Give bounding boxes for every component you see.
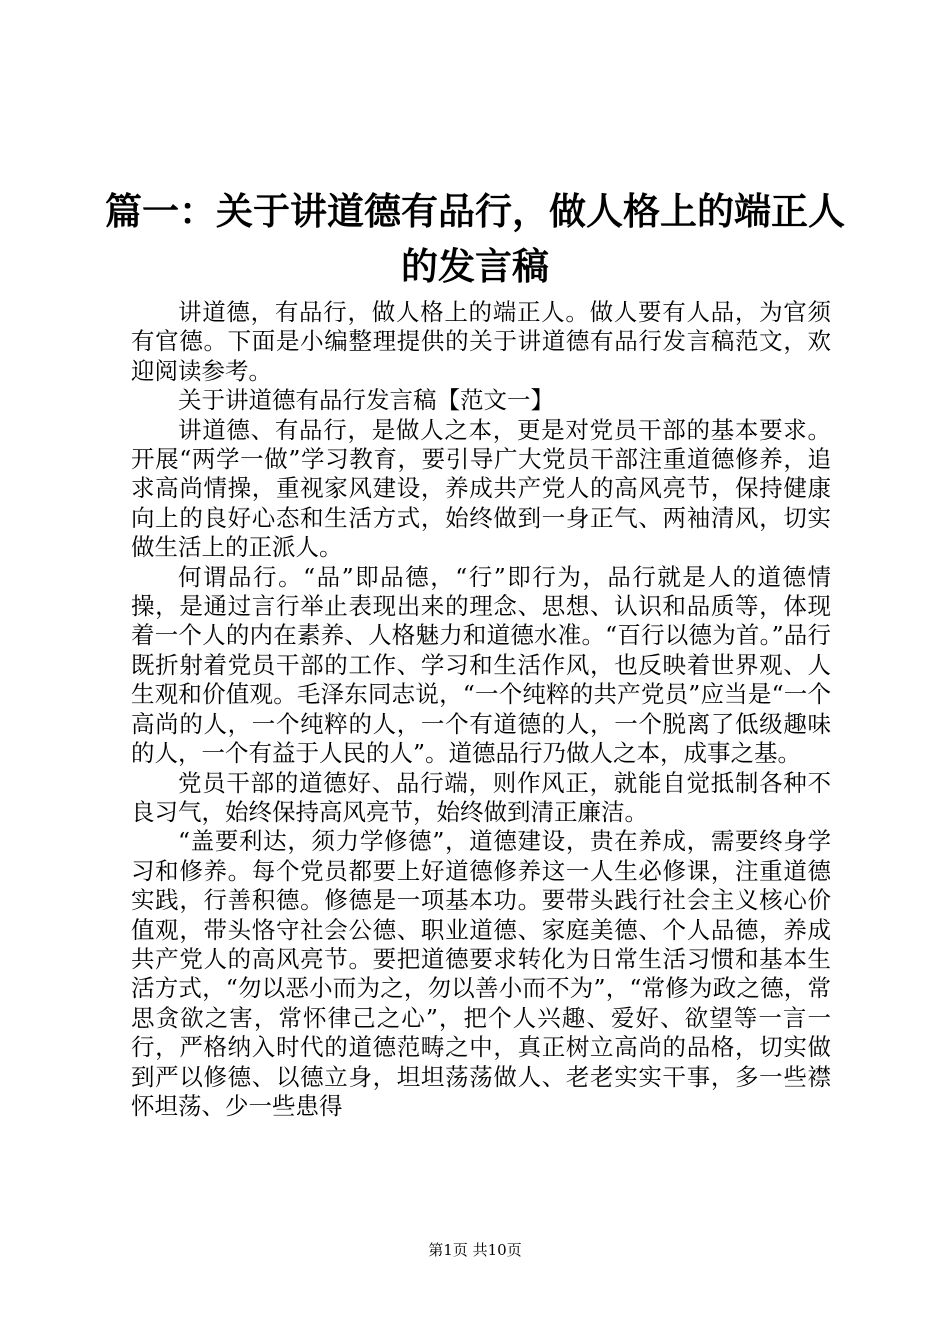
document-title: 篇一：关于讲道德有品行，做人格上的端正人的发言稿 xyxy=(105,190,845,288)
paragraph-subheading: 关于讲道德有品行发言稿【范文一】 xyxy=(178,386,554,415)
paragraph-body-3: 党员干部的道德好、品行端，则作风正，就能自觉抵制各种不良习气，始终保持高风亮节，始终做到清正廉洁。 xyxy=(131,768,831,826)
paragraph-body-1: 讲道德、有品行，是做人之本，更是对党员干部的基本要求。开展“两学一做”学习教育，要引导广大党员干部注重道德修养，追求高尚情操，重视家风建设，养成共产党人的高风亮节，保持健康向上的良好心态和生活方式，始终做到一身正气、两袖清风，切实做生活上的正派人。 xyxy=(131,415,831,562)
page-footer: 第1页 共10页 xyxy=(428,1241,522,1259)
paragraph-body-4: “盖要利达，须力学修德”，道德建设，贵在养成，需要终身学习和修养。每个党员都要上好道德修养这一人生必修课，注重道德实践，行善积德。修德是一项基本功。要带头践行社会主义核心价值观，带头恪守社会公德、职业道德、家庭美德、个人品德，养成共产党人的高风亮节。要把道德要求转化为日常生活习惯和基本生活方式，“勿以恶小而为之，勿以善小而不为”，“常修为政之德，常思贪欲之害，常怀律己之心”，把个人兴趣、爱好、欲望等一言一行，严格纳入时代的道德范畴之中，真正树立高尚的品格，切实做到严以修德、以德立身，坦坦荡荡做人、老老实实干事，多一些襟怀坦荡、少一些患得 xyxy=(131,827,831,1120)
paragraph-body-2: 何谓品行。“品”即品德，“行”即行为，品行就是人的道德情操，是通过言行举止表现出来的理念、思想、认识和品质等，体现着一个人的内在素养、人格魅力和道德水准。“百行以德为首。”品行既折射着党员干部的工作、学习和生活作风，也反映着世界观、人生观和价值观。毛泽东同志说，“一个纯粹的共产党员”应当是“一个高尚的人，一个纯粹的人，一个有道德的人，一个脱离了低级趣味的人，一个有益于人民的人”。道德品行乃做人之本，成事之基。 xyxy=(131,562,831,768)
paragraph-intro: 讲道德，有品行，做人格上的端正人。做人要有人品，为官须有官德。下面是小编整理提供的关于讲道德有品行发言稿范文，欢迎阅读参考。 xyxy=(131,298,831,385)
document-body xyxy=(131,298,831,1121)
